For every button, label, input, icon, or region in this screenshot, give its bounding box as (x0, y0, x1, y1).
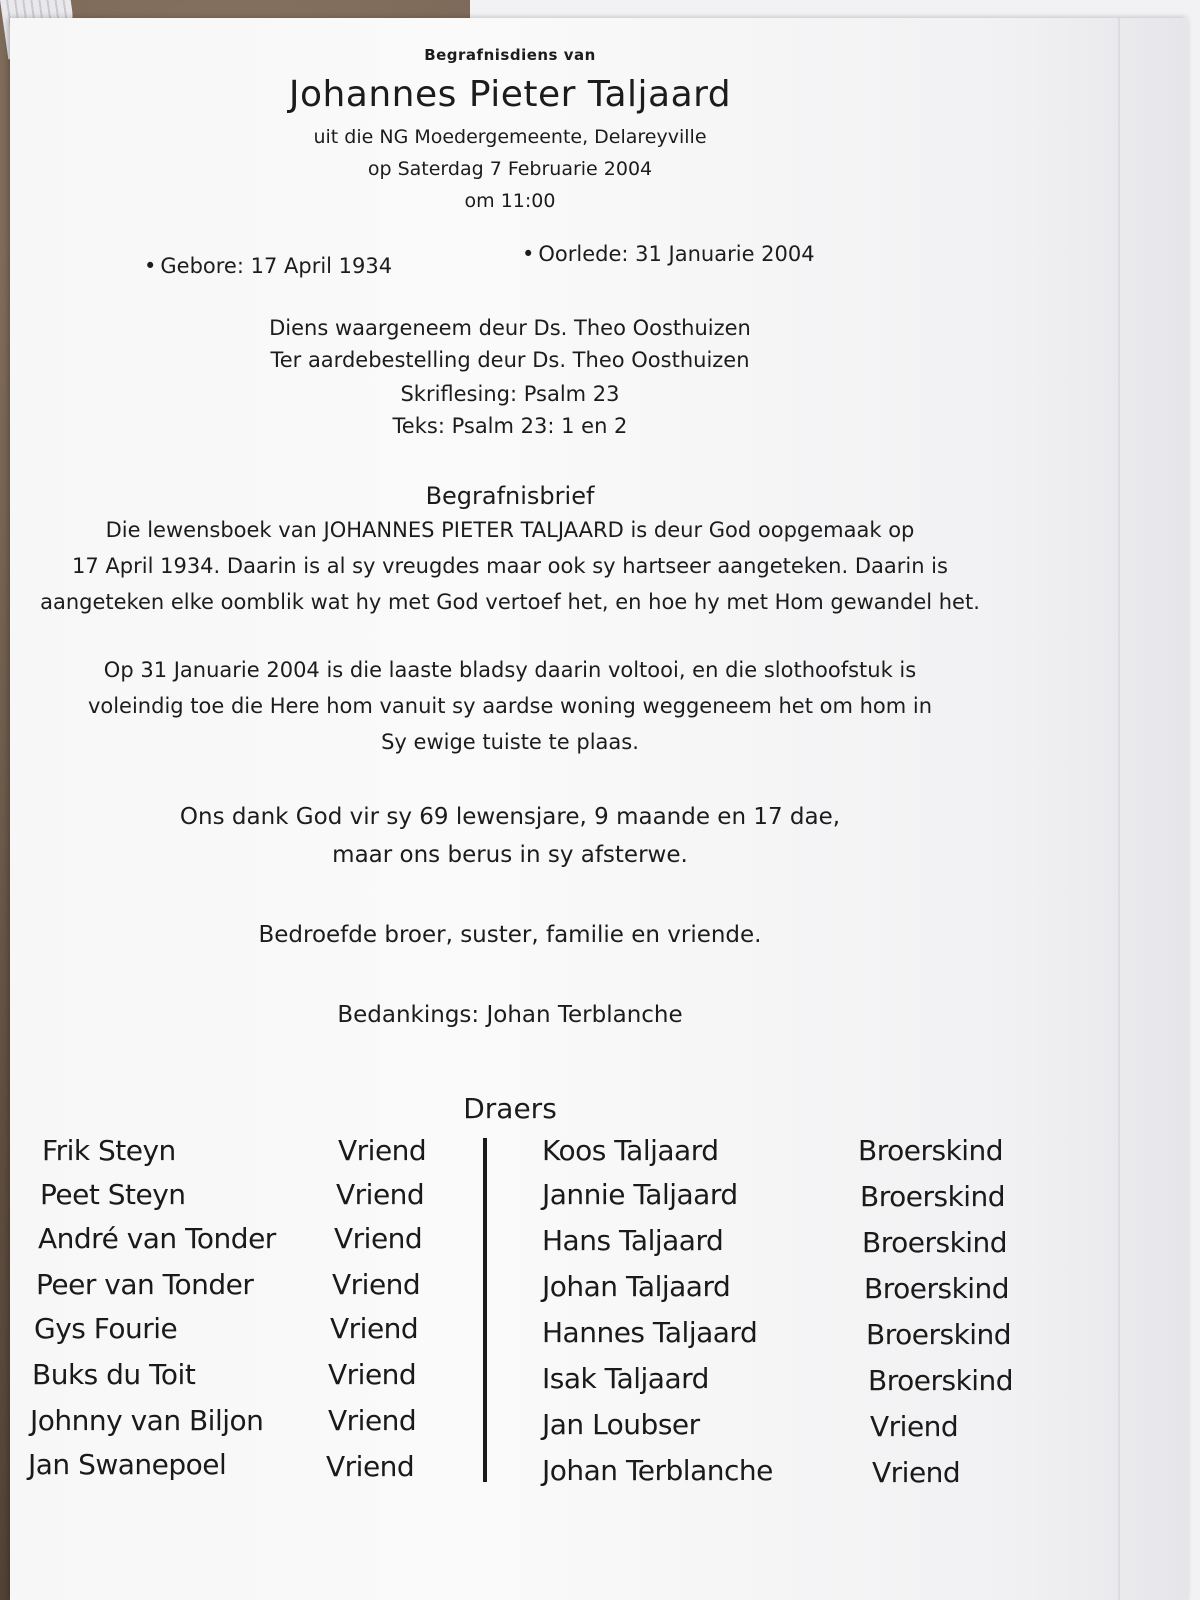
scripture-reading: Skriflesing: Psalm 23 (400, 382, 620, 406)
letter-p1-line3: aangeteken elke oomblik wat hy met God vertoef het, en hoe hy met Hom gewandel het. (40, 590, 980, 614)
bearer-relation: Broerskind (862, 1226, 1008, 1259)
bearer-relation: Vriend (332, 1268, 421, 1301)
church-name: uit die NG Moedergemeente, Delareyville (313, 126, 707, 148)
bearer-relation: Vriend (326, 1450, 415, 1483)
bearer-name: Gys Fourie (34, 1312, 178, 1345)
bearer-relation: Vriend (334, 1222, 423, 1255)
service-label: Begrafnisdiens van (424, 46, 596, 64)
bearer-relation: Broerskind (868, 1364, 1014, 1397)
funeral-program-page (10, 18, 1188, 1600)
bearer-name: Jan Loubser (542, 1408, 700, 1441)
thanks-line: Bedankings: Johan Terblanche (337, 1002, 683, 1028)
bearer-relation: Broerskind (866, 1318, 1012, 1351)
bearer-relation: Vriend (330, 1312, 419, 1345)
birth-date: • Gebore: 17 April 1934 (144, 254, 392, 278)
bearer-name: Johan Terblanche (542, 1454, 773, 1487)
bearer-name: Hannes Taljaard (542, 1316, 758, 1349)
page-fold (1118, 18, 1120, 1600)
bearer-relation: Vriend (338, 1134, 427, 1167)
bearer-relation: Vriend (872, 1456, 961, 1489)
service-officiant: Diens waargeneem deur Ds. Theo Oosthuizen (269, 316, 751, 340)
bearer-name: André van Tonder (38, 1222, 276, 1255)
bearers-divider (483, 1138, 487, 1482)
bearer-name: Johan Taljaard (542, 1270, 731, 1303)
service-date: op Saterdag 7 Februarie 2004 (367, 158, 653, 180)
bearer-relation: Broerskind (860, 1180, 1006, 1213)
bearer-relation: Vriend (328, 1404, 417, 1437)
bearer-relation: Broerskind (864, 1272, 1010, 1305)
letter-p1-line1: Die lewensboek van JOHANNES PIETER TALJAARD is deur God oopgemaak op (105, 518, 915, 542)
bearer-relation: Vriend (328, 1358, 417, 1391)
bearer-name: Johnny van Biljon (30, 1404, 264, 1437)
bearer-name: Jannie Taljaard (542, 1178, 738, 1211)
bearer-name: Buks du Toit (32, 1358, 196, 1391)
burial-officiant: Ter aardebestelling deur Ds. Theo Oosthuizen (270, 348, 750, 372)
sermon-text: Teks: Psalm 23: 1 en 2 (392, 414, 628, 438)
mourners-line: Bedroefde broer, suster, familie en vriende. (258, 922, 762, 948)
bearer-relation: Broerskind (858, 1134, 1004, 1167)
bearer-name: Koos Taljaard (542, 1134, 719, 1167)
letter-p2-line1: Op 31 Januarie 2004 is die laaste bladsy daarin voltooi, en die slothoofstuk is (103, 658, 917, 682)
letter-p1-line2: 17 April 1934. Daarin is al sy vreugdes maar ook sy hartseer aangeteken. Daarin is (72, 554, 948, 578)
letter-title: Begrafnisbrief (425, 482, 595, 510)
letter-p3-line1: Ons dank God vir sy 69 lewensjare, 9 maande en 17 dae, (179, 804, 841, 830)
bearer-name: Peer van Tonder (36, 1268, 254, 1301)
death-date: • Oorlede: 31 Januarie 2004 (522, 242, 815, 266)
deceased-name: Johannes Pieter Taljaard (288, 74, 732, 115)
bearer-name: Frik Steyn (42, 1134, 176, 1167)
service-time: om 11:00 (464, 190, 556, 212)
bearer-name: Hans Taljaard (542, 1224, 724, 1257)
bearer-name: Jan Swanepoel (28, 1448, 227, 1481)
letter-p3-line2: maar ons berus in sy afsterwe. (332, 842, 688, 868)
bearers-title: Draers (463, 1092, 557, 1125)
bearer-relation: Vriend (870, 1410, 959, 1443)
letter-p2-line2: voleindig toe die Here hom vanuit sy aardse woning weggeneem het om hom in (87, 694, 933, 718)
bearer-name: Peet Steyn (40, 1178, 186, 1211)
bearer-name: Isak Taljaard (542, 1362, 709, 1395)
letter-p2-line3: Sy ewige tuiste te plaas. (381, 730, 639, 754)
bearer-relation: Vriend (336, 1178, 425, 1211)
